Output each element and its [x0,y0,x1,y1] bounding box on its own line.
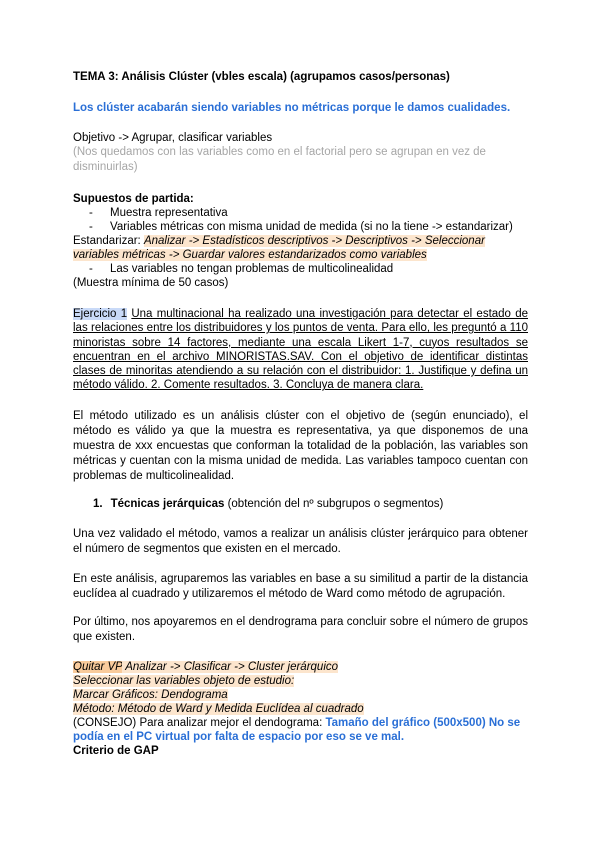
exercise-label: Ejercicio 1 [73,308,128,320]
list-item-text: Las variables no tengan problemas de multicolinealidad [110,263,394,275]
assumptions-block [73,192,528,290]
objective-note: (Nos quedamos con las variables como en el factorial pero se agrupan en vez de disminuirlas) [73,146,486,173]
section-title: Técnicas jerárquicas [110,498,225,510]
list-item: - Variables métricas con misma unidad de medida (si no la tiene -> estandarizar) [89,221,513,233]
section-heading [93,497,548,511]
paragraph-dendrogram: Por último, nos apoyaremos en el dendrograma para concluir sobre el número de grupos que existen. [73,616,528,643]
list-item-text: Muestra representativa [110,207,228,219]
assumptions-heading: Supuestos de partida: [73,193,194,205]
quitar-vp-highlight: Quitar VP [73,661,123,673]
step-menu-path: Analizar -> Clasificar -> Cluster jerárquico [122,661,339,673]
title-prefix: TEMA 3: [73,71,122,83]
step-method: Método: Método de Ward y Medida Euclídea al cuadrado [73,703,364,715]
method-paragraph: El método utilizado es un análisis clúster con el objetivo de (según enunciado), el método es válido ya que la muestra es representativa, ya que disponemos de una muestra de xxx encuestas que conforman la totalidad de la población, las variables son métricas y cuentan con la misma unidad de medida. Las variables tampoco cuentan con problemas de multicolinealidad. [73,410,528,482]
lead-statement: Los clúster acabarán siendo variables no métricas porque le damos cualidades. [73,102,511,114]
tip-note: Tamaño del gráfico (500x500) No se podía en el PC virtual por falta de espacio por eso se ve mal. [73,717,521,743]
paragraph-validation: Una vez validado el método, vamos a realizar un análisis clúster jerárquico para obtener el número de segmentos que existen en el mercado. [73,528,528,555]
section-subtitle: (obtención del nº subgrupos o segmentos) [224,498,444,510]
exercise-statement [73,307,528,393]
section-number: 1. [93,498,103,510]
list-item: - Las variables no tengan problemas de multicolinealidad [89,263,394,275]
min-sample-note: (Muestra mínima de 50 casos) [73,277,229,289]
list-item-text: Variables métricas con misma unidad de medida (si no la tiene -> estandarizar) [110,221,513,233]
title-rest: Análisis Clúster (vbles escala) (agrupamos casos/personas) [121,71,450,83]
objective-block [73,131,528,175]
gap-criterion-heading: Criterio de GAP [73,745,159,757]
paragraph-distance: En este análisis, agruparemos las variables en base a su similitud a partir de la distancia euclídea al cuadrado y utilizaremos el método de Ward como método de agrupación. [73,573,528,600]
standardize-path: Analizar -> Estadísticos descriptivos -> Descriptivos -> Seleccionar variables métricas -> Guardar valores estandarizados como variables [73,235,485,261]
exercise-text: Una multinacional ha realizado una investigación para detectar el estado de las relaciones entre los distribuidores y los puntos de venta. Para ello, les preguntó a 110 minoristas sobre 14 factores, mediante una escala Likert 1-7, cuyos resultados se encuentran en el archivo MINORISTAS.SAV. Con el objetivo de identificar distintas clases de minoritas atendiendo a su relación con el distribuidor: 1. Justifique y defina un método válido. 2. Comente resultados. 3. Concluya de manera clara. [73,308,528,392]
tip-label: (CONSEJO) Para analizar mejor el dendograma: [73,717,326,729]
step-path [73,660,528,674]
step-select-variables: Seleccionar las variables objeto de estudio: [73,675,295,687]
list-item: - Muestra representativa [89,207,228,219]
step-graphs: Marcar Gráficos: Dendograma [73,689,228,701]
page-title [73,70,528,84]
tip-line [73,716,528,744]
spss-steps [73,660,528,758]
objective-line: Objetivo -> Agrupar, clasificar variables [73,132,273,144]
standardize-label: Estandarizar: [73,235,144,247]
standardize-line [73,234,528,262]
